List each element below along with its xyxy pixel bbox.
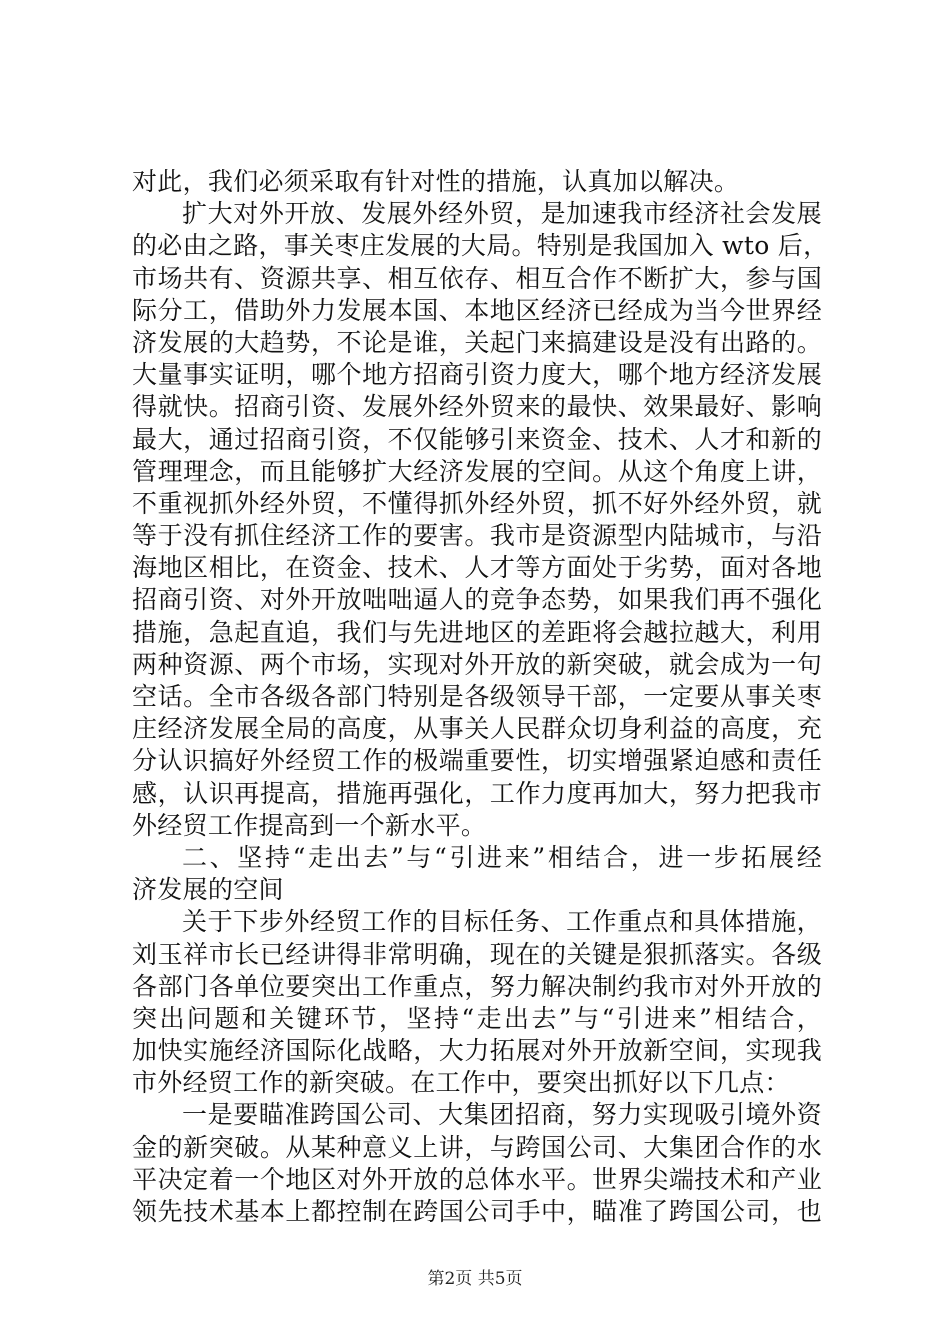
text-line: 平决定着一个地区对外开放的总体水平。世界尖端技术和产业	[132, 1164, 822, 1194]
text-line: 各部门各单位要突出工作重点，努力解决制约我市对外开放的	[132, 971, 822, 1001]
text-line: 刘玉祥市长已经讲得非常明确，现在的关键是狠抓落实。各级	[132, 939, 822, 969]
text-line: 关于下步外经贸工作的目标任务、工作重点和具体措施，	[182, 907, 822, 937]
text-line: 二、坚持“走出去”与“引进来”相结合，进一步拓展经	[182, 842, 822, 872]
text-line: 济发展的大趋势，不论是谁，关起门来搞建设是没有出路的。	[132, 327, 822, 357]
document-body	[132, 166, 829, 1228]
text-line: 得就快。招商引资、发展外经外贸来的最快、效果最好、影响	[132, 392, 822, 422]
text-line: 的必由之路，事关枣庄发展的大局。特别是我国加入 wto 后，	[132, 231, 829, 261]
text-line: 突出问题和关键环节，坚持“走出去”与“引进来”相结合，	[132, 1003, 822, 1033]
text-line: 不重视抓外经外贸，不懂得抓外经外贸，抓不好外经外贸，就	[132, 488, 822, 518]
text-line: 管理理念，而且能够扩大经济发展的空间。从这个角度上讲，	[132, 456, 822, 486]
text-line: 感，认识再提高，措施再强化，工作力度再加大，努力把我市	[132, 778, 822, 808]
text-line: 空话。全市各级各部门特别是各级领导干部，一定要从事关枣	[132, 682, 822, 711]
text-line: 市场共有、资源共享、相互依存、相互合作不断扩大，参与国	[132, 263, 822, 293]
text-line: 大量事实证明，哪个地方招商引资力度大，哪个地方经济发展	[132, 360, 822, 390]
text-line: 加快实施经济国际化战略，大力拓展对外开放新空间，实现我	[132, 1036, 822, 1066]
text-line: 市外经贸工作的新突破。在工作中，要突出抓好以下几点：	[132, 1068, 790, 1098]
text-line: 最大，通过招商引资，不仅能够引来资金、技术、人才和新的	[132, 424, 822, 454]
text-line: 外经贸工作提高到一个新水平。	[132, 810, 487, 840]
text-line: 分认识搞好外经贸工作的极端重要性，切实增强紧迫感和责任	[132, 746, 822, 776]
text-line: 两种资源、两个市场，实现对外开放的新突破，就会成为一句	[132, 649, 822, 679]
text-line: 招商引资、对外开放咄咄逼人的竞争态势，如果我们再不强化	[132, 585, 822, 615]
text-line: 庄经济发展全局的高度，从事关人民群众切身利益的高度，充	[132, 714, 822, 744]
text-line: 海地区相比，在资金、技术、人才等方面处于劣势，面对各地	[132, 553, 822, 583]
page-footer: 第2页 共5页	[427, 1269, 523, 1289]
text-line: 扩大对外开放、发展外经外贸，是加速我市经济社会发展	[182, 199, 822, 229]
text-line: 际分工，借助外力发展本国、本地区经济已经成为当今世界经	[132, 295, 822, 325]
text-line: 措施，急起直追，我们与先进地区的差距将会越拉越大，利用	[132, 617, 822, 647]
text-line: 金的新突破。从某种意义上讲，与跨国公司、大集团合作的水	[132, 1132, 822, 1162]
text-line: 领先技术基本上都控制在跨国公司手中，瞄准了跨国公司，也	[132, 1197, 822, 1226]
text-line: 等于没有抓住经济工作的要害。我市是资源型内陆城市，与沿	[132, 521, 822, 551]
text-line: 一是要瞄准跨国公司、大集团招商，努力实现吸引境外资	[182, 1100, 822, 1130]
text-line: 济发展的空间	[132, 875, 284, 905]
text-line: 对此，我们必须采取有针对性的措施，认真加以解决。	[132, 167, 740, 196]
